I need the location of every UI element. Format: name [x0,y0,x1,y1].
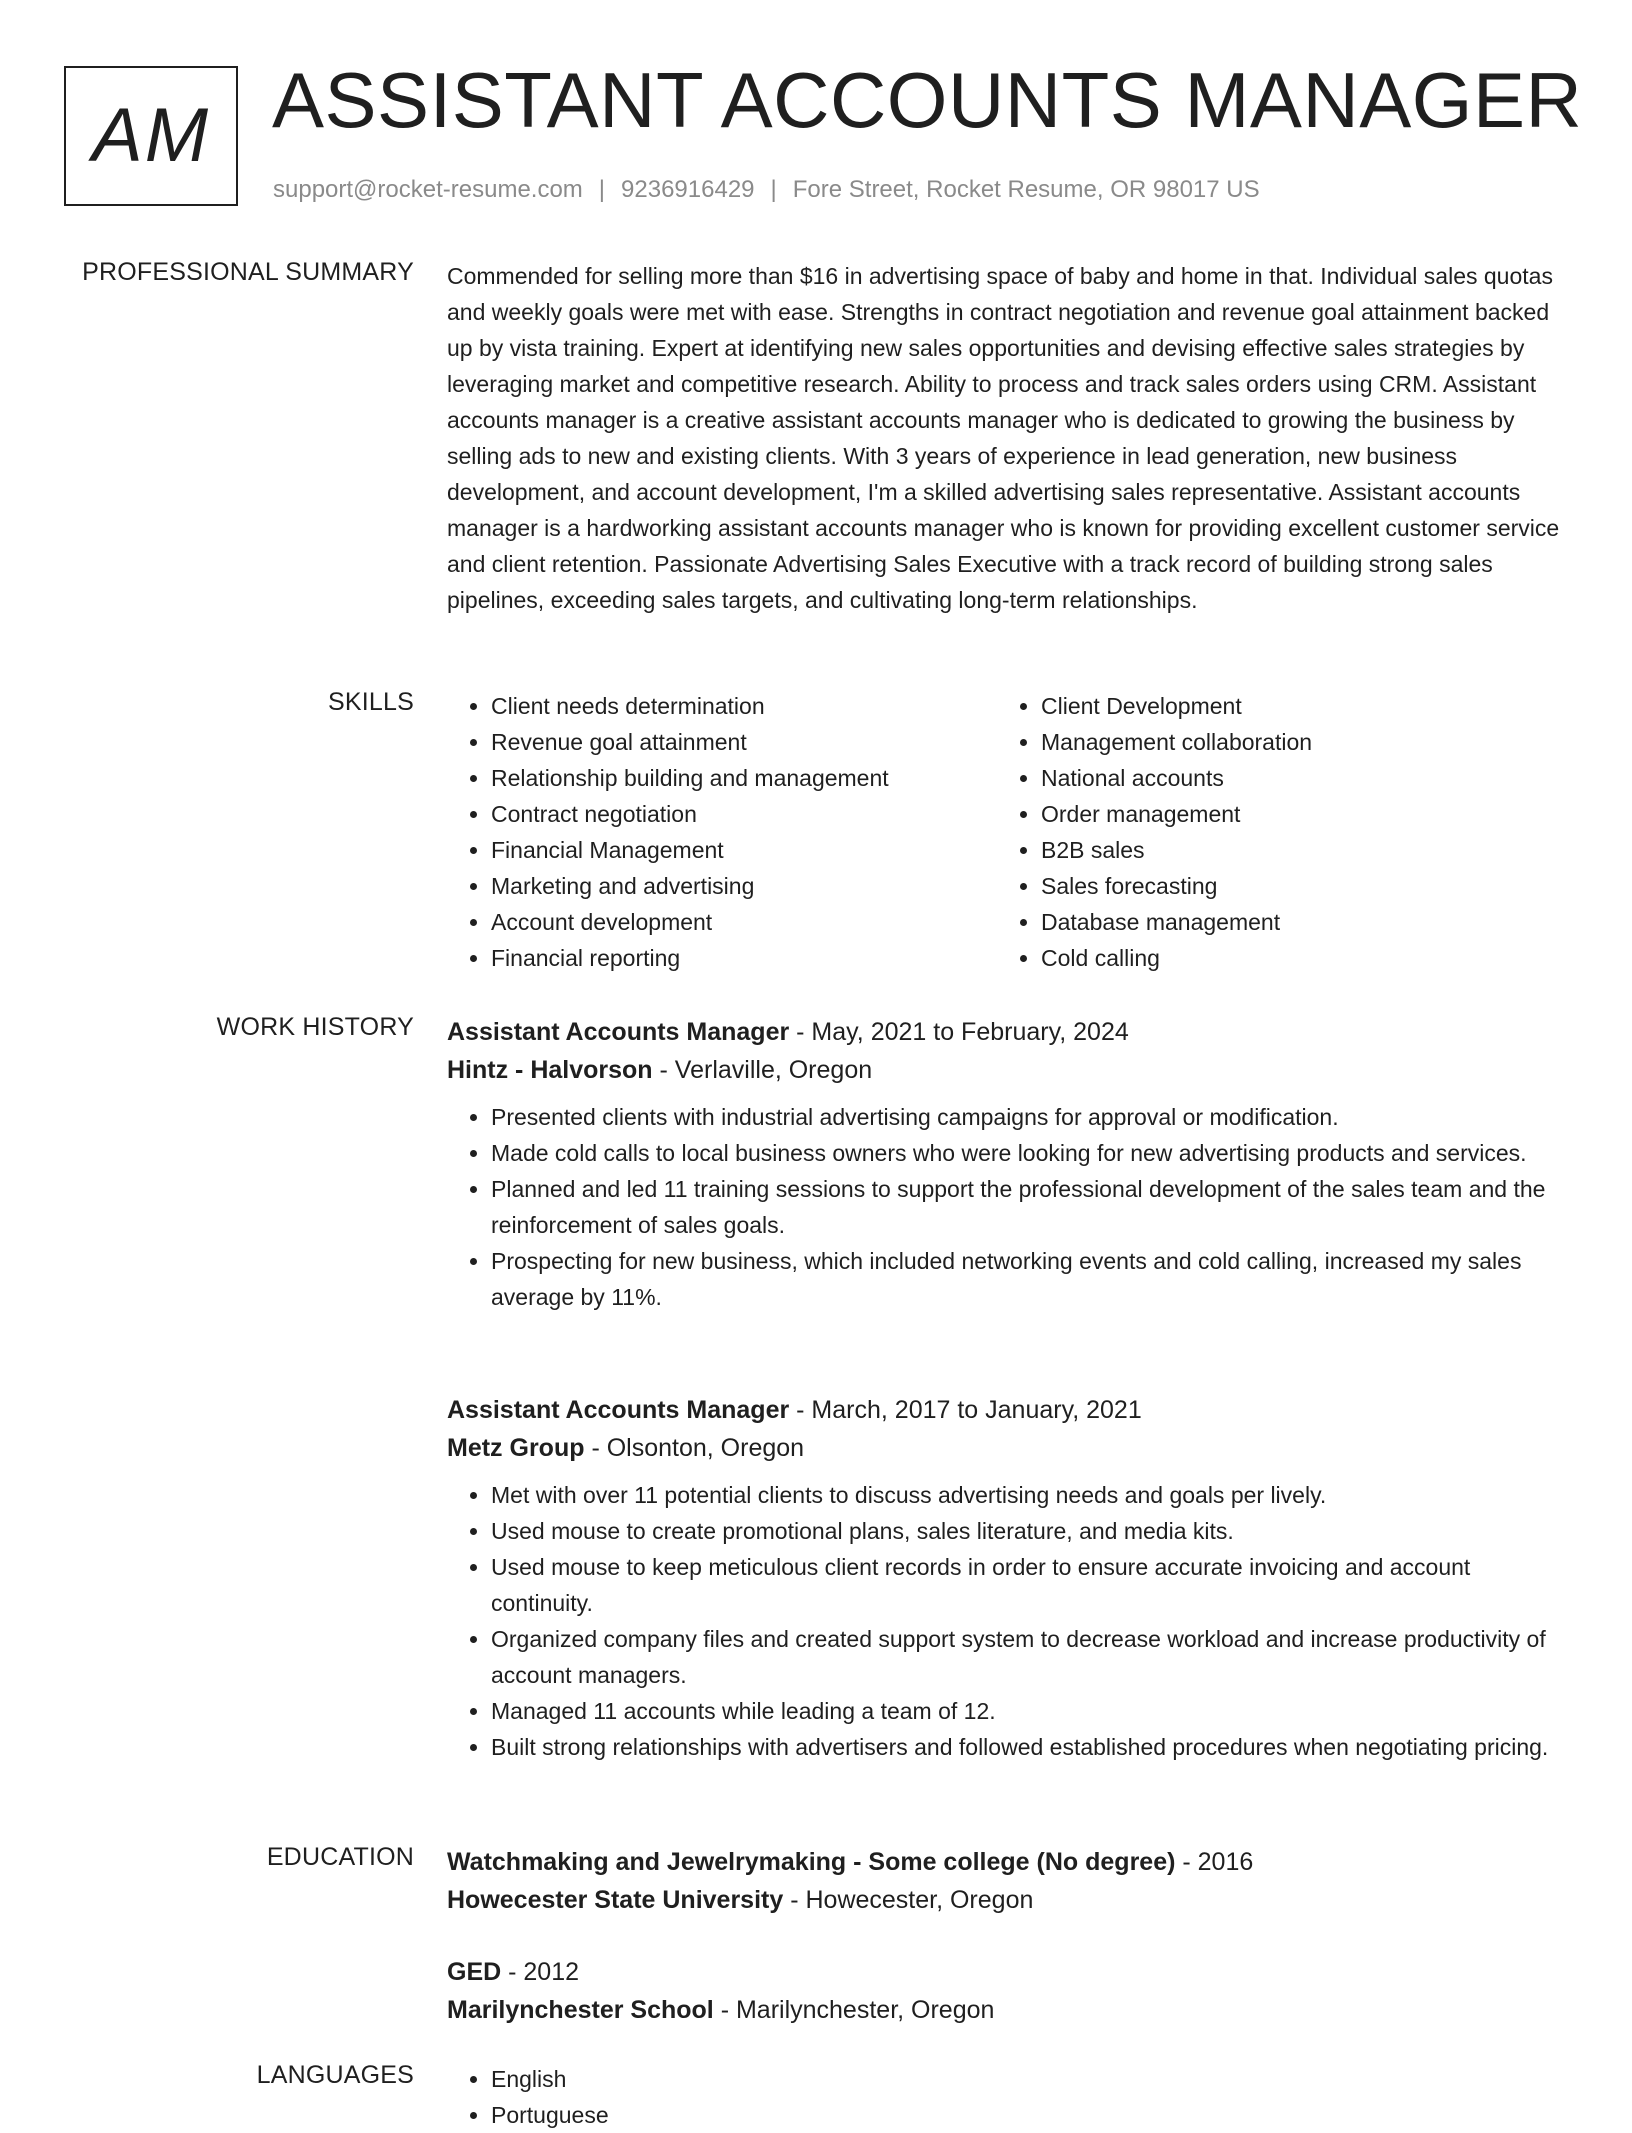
job-dates: - March, 2017 to January, 2021 [789,1396,1142,1424]
skills-column-right [997,688,1547,976]
section-heading-skills: SKILLS [328,688,414,716]
education-school-line [447,1991,1565,2029]
monogram-box [64,66,238,206]
contact-separator: | [770,176,777,203]
education-year: - 2016 [1175,1848,1254,1876]
job-company: Metz Group [447,1434,585,1462]
language-item: • Portuguese [491,2097,1565,2133]
skill-item: • Contract negotiation [491,796,997,832]
skill-item: • Client needs determination [491,688,997,724]
section-heading-work-history: WORK HISTORY [216,1013,414,1041]
skill-item: • Account development [491,904,997,940]
job-bullet: • Made cold calls to local business owners who were looking for new advertising products and services. [491,1135,1565,1171]
contact-address: Fore Street, Rocket Resume, OR 98017 US [792,176,1260,203]
skills-body [447,688,1565,976]
skill-item: • Client Development [1041,688,1547,724]
languages-body [447,2061,1565,2133]
education-school: Howecester State University [447,1886,784,1914]
summary-text: Commended for selling more than $16 in advertising space of baby and home in that. Individual sales quotas and weekly goals were met with ease. Strengths in contract negotiation and revenue goal attainment backed up by vista training. Expert at identifying new sales opportunities and devising effective sales strategies by leveraging market and competitive research. Ability to process and track sales orders using CRM. Assistant accounts manager is a creative assistant accounts manager who is dedicated to growing the business by selling ads to new and existing clients. With 3 years of experience in lead generation, new business development, and account development, I'm a skilled advertising sales representative. Assistant accounts manager is a hardworking assistant accounts manager who is known for providing excellent customer service and client retention. Passionate Advertising Sales Executive with a track record of building strong sales pipelines, exceeding sales targets, and cultivating long-term relationships. [447,263,1560,613]
education-degree: GED [447,1958,502,1986]
education-entry [447,1843,1565,1929]
job-title: Assistant Accounts Manager [447,1018,790,1046]
job-location: - Verlaville, Oregon [652,1056,873,1084]
skill-item: • Management collaboration [1041,724,1547,760]
education-entry [447,1953,1565,2039]
skill-item: • Marketing and advertising [491,868,997,904]
skill-item: • Sales forecasting [1041,868,1547,904]
education-school: Marilynchester School [447,1996,714,2024]
contact-line [273,176,1260,204]
job-title-line [447,1013,1565,1051]
skill-item: • Order management [1041,796,1547,832]
education-degree-line [447,1953,1565,1991]
education-location: - Marilynchester, Oregon [713,1996,995,2024]
job-bullet: • Planned and led 11 training sessions to support the professional development of the sales team and the reinforcement of sales goals. [491,1171,1565,1243]
job-bullet: • Prospecting for new business, which included networking events and cold calling, increased my sales average by 11%. [491,1243,1565,1315]
education-year: - 2012 [501,1958,580,1986]
job-bullet: • Used mouse to keep meticulous client records in order to ensure accurate invoicing and account continuity. [491,1549,1565,1621]
section-heading-summary: PROFESSIONAL SUMMARY [82,258,414,286]
education-school-line [447,1881,1565,1919]
skill-item: • B2B sales [1041,832,1547,868]
education-degree-line [447,1843,1565,1881]
job-company-line [447,1051,1565,1089]
job-title: Assistant Accounts Manager [447,1396,790,1424]
job-title-line [447,1391,1565,1429]
skill-item: • National accounts [1041,760,1547,796]
job-location: - Olsonton, Oregon [584,1434,805,1462]
job-bullet: • Met with over 11 potential clients to discuss advertising needs and goals per lively. [491,1477,1565,1513]
job-bullet: • Presented clients with industrial advertising campaigns for approval or modification. [491,1099,1565,1135]
skill-item: • Revenue goal attainment [491,724,997,760]
contact-email[interactable]: support@rocket-resume.com [273,176,583,203]
contact-phone[interactable]: 9236916429 [621,176,755,203]
education-degree: Watchmaking and Jewelrymaking - Some college (No degree) [447,1848,1176,1876]
skills-column-left [447,688,997,976]
job-bullet: • Built strong relationships with advertisers and followed established procedures when negotiating pricing. [491,1729,1565,1765]
skill-item: • Database management [1041,904,1547,940]
monogram-initials: AM [92,93,210,178]
skill-item: • Financial Management [491,832,997,868]
summary-body [447,258,1565,618]
candidate-title: ASSISTANT ACCOUNTS MANAGER [272,56,1583,144]
section-heading-education: EDUCATION [266,1843,414,1871]
skill-item: • Relationship building and management [491,760,997,796]
job-entry [447,1391,1565,1765]
job-company-line [447,1429,1565,1467]
job-dates: - May, 2021 to February, 2024 [789,1018,1129,1046]
skill-item: • Cold calling [1041,940,1547,976]
language-item: • English [491,2061,1565,2097]
section-heading-languages: LANGUAGES [256,2061,414,2089]
job-company: Hintz - Halvorson [447,1056,653,1084]
job-bullet: • Managed 11 accounts while leading a team of 12. [491,1693,1565,1729]
job-entry [447,1013,1565,1315]
skill-item: • Financial reporting [491,940,997,976]
job-bullet: • Used mouse to create promotional plans, sales literature, and media kits. [491,1513,1565,1549]
job-bullet: • Organized company files and created support system to decrease workload and increase productivity of account managers. [491,1621,1565,1693]
contact-separator: | [598,176,606,203]
education-location: - Howecester, Oregon [783,1886,1034,1914]
